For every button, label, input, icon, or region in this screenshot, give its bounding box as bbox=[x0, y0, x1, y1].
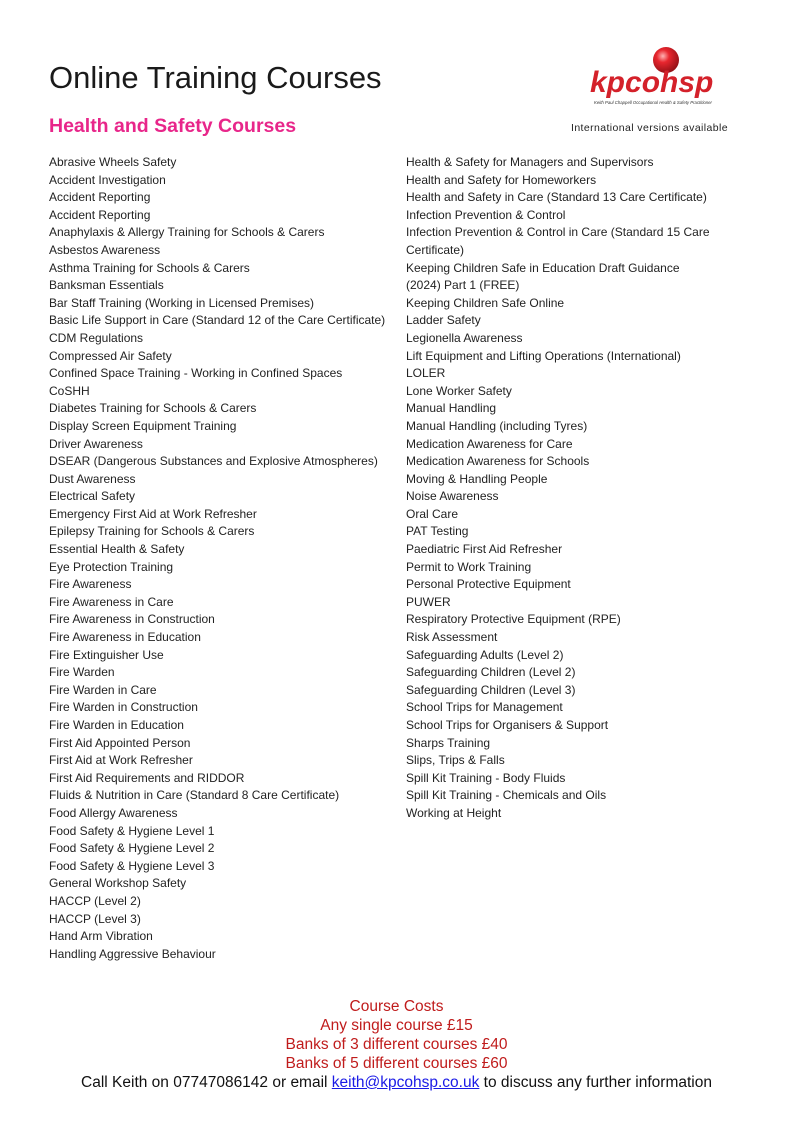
course-item: CoSHH bbox=[49, 383, 90, 398]
course-item: Electrical Safety bbox=[49, 489, 136, 504]
international-note: International versions available bbox=[571, 122, 728, 134]
course-item: Medication Awareness for Schools bbox=[406, 454, 590, 469]
course-item: Accident Reporting bbox=[49, 207, 151, 222]
logo-wordmark: kpcohsp bbox=[590, 66, 714, 99]
course-item: Confined Space Training - Working in Confined Spaces bbox=[49, 366, 343, 381]
course-item: Ladder Safety bbox=[406, 313, 481, 328]
course-item: Oral Care bbox=[406, 506, 459, 521]
course-item: Spill Kit Training - Body Fluids bbox=[406, 770, 566, 785]
course-item: Accident Investigation bbox=[49, 172, 166, 187]
course-item: Asbestos Awareness bbox=[49, 242, 161, 257]
course-item: Health & Safety for Managers and Supervisors bbox=[406, 155, 654, 169]
course-item: Lone Worker Safety bbox=[406, 383, 512, 398]
course-item: Fire Extinguisher Use bbox=[49, 647, 164, 662]
course-item: Infection Prevention & Control in Care (Standard 15 Care Certificate) bbox=[406, 225, 710, 257]
email-link[interactable]: keith@kpcohsp.co.uk bbox=[331, 1074, 480, 1091]
course-item: School Trips for Management bbox=[406, 700, 563, 715]
course-item: Dust Awareness bbox=[49, 471, 136, 486]
course-item: Diabetes Training for Schools & Carers bbox=[49, 401, 257, 416]
course-item: Bar Staff Training (Working in Licensed Premises) bbox=[49, 295, 315, 310]
contact-line bbox=[0, 1073, 793, 1092]
course-item: Lift Equipment and Lifting Operations (International) bbox=[406, 348, 681, 363]
course-item: CDM Regulations bbox=[49, 330, 144, 345]
contact-text-after: to discuss any further information bbox=[479, 1074, 712, 1091]
course-item: PAT Testing bbox=[406, 524, 469, 539]
course-item: PUWER bbox=[406, 594, 451, 609]
course-list-right bbox=[406, 154, 716, 823]
course-item: Fire Warden bbox=[49, 665, 115, 680]
logo-tagline: Keith Paul Chappell Occupational Health & Safety Practitioner bbox=[594, 100, 712, 105]
cost-single: Any single course £15 bbox=[320, 1017, 473, 1034]
cost-bank-5: Banks of 5 different courses £60 bbox=[285, 1055, 508, 1072]
course-item: First Aid at Work Refresher bbox=[49, 753, 193, 768]
costs-heading: Course Costs bbox=[349, 998, 444, 1015]
course-item: Accident Reporting bbox=[49, 190, 151, 205]
course-item: General Workshop Safety bbox=[49, 876, 187, 891]
course-item: Fire Awareness in Education bbox=[49, 630, 201, 645]
course-item: Food Safety & Hygiene Level 2 bbox=[49, 841, 215, 856]
contact-text-before: Call Keith on 07747086142 or email bbox=[81, 1074, 332, 1091]
course-item: Health and Safety in Care (Standard 13 Care Certificate) bbox=[406, 190, 707, 205]
logo-graphic bbox=[586, 44, 726, 112]
course-item: Keeping Children Safe in Education Draft Guidance (2024) Part 1 (FREE) bbox=[406, 260, 680, 293]
course-item: Medication Awareness for Care bbox=[406, 436, 573, 451]
course-item: Risk Assessment bbox=[406, 630, 498, 645]
course-item: Basic Life Support in Care (Standard 12 of the Care Certificate) bbox=[49, 313, 386, 328]
course-item: Compressed Air Safety bbox=[49, 348, 172, 363]
course-item: Fluids & Nutrition in Care (Standard 8 Care Certificate) bbox=[49, 788, 340, 803]
course-item: Abrasive Wheels Safety bbox=[49, 155, 177, 169]
course-item: DSEAR (Dangerous Substances and Explosive Atmospheres) bbox=[49, 454, 378, 469]
course-item: Food Safety & Hygiene Level 1 bbox=[49, 823, 215, 838]
course-item: Eye Protection Training bbox=[49, 559, 174, 574]
course-item: Food Safety & Hygiene Level 3 bbox=[49, 858, 215, 873]
course-item: Spill Kit Training - Chemicals and Oils bbox=[406, 788, 607, 803]
course-item: Essential Health & Safety bbox=[49, 542, 185, 557]
cost-bank-3: Banks of 3 different courses £40 bbox=[285, 1036, 508, 1053]
course-item: Banksman Essentials bbox=[49, 278, 164, 293]
course-item: Sharps Training bbox=[406, 735, 491, 750]
course-item: Permit to Work Training bbox=[406, 559, 532, 574]
section-subtitle: Health and Safety Courses bbox=[49, 115, 297, 137]
course-item: Noise Awareness bbox=[406, 489, 499, 504]
course-item: School Trips for Organisers & Support bbox=[406, 718, 609, 732]
course-item: Keeping Children Safe Online bbox=[406, 295, 565, 310]
course-item: Driver Awareness bbox=[49, 436, 143, 451]
course-item: First Aid Appointed Person bbox=[49, 735, 191, 750]
course-item: Emergency First Aid at Work Refresher bbox=[49, 506, 257, 521]
course-item: Manual Handling (including Tyres) bbox=[406, 418, 588, 433]
course-item: HACCP (Level 2) bbox=[49, 893, 141, 908]
course-item: Paediatric First Aid Refresher bbox=[406, 542, 563, 557]
course-item: Safeguarding Adults (Level 2) bbox=[406, 647, 564, 662]
course-item: Safeguarding Children (Level 3) bbox=[406, 682, 576, 697]
course-item: Asthma Training for Schools & Carers bbox=[49, 260, 250, 275]
course-item: Health and Safety for Homeworkers bbox=[406, 172, 597, 187]
course-item: Legionella Awareness bbox=[406, 330, 523, 345]
course-item: Manual Handling bbox=[406, 401, 497, 416]
course-item: LOLER bbox=[406, 366, 446, 381]
course-item: Fire Warden in Education bbox=[49, 718, 184, 732]
course-item: Hand Arm Vibration bbox=[49, 929, 153, 944]
course-item: Food Allergy Awareness bbox=[49, 805, 178, 820]
course-item: Moving & Handling People bbox=[406, 471, 548, 486]
course-item: Infection Prevention & Control bbox=[406, 207, 566, 222]
course-item: Fire Awareness in Construction bbox=[49, 612, 215, 627]
course-item: Safeguarding Children (Level 2) bbox=[406, 665, 576, 680]
course-item: Personal Protective Equipment bbox=[406, 577, 571, 592]
course-item: First Aid Requirements and RIDDOR bbox=[49, 770, 245, 785]
course-item: Display Screen Equipment Training bbox=[49, 418, 237, 433]
course-item: HACCP (Level 3) bbox=[49, 911, 141, 926]
course-item: Working at Height bbox=[406, 805, 502, 820]
course-item: Fire Warden in Construction bbox=[49, 700, 198, 715]
course-item: Epilepsy Training for Schools & Carers bbox=[49, 524, 255, 539]
course-item: Anaphylaxis & Allergy Training for Schools & Carers bbox=[49, 225, 325, 240]
course-item: Slips, Trips & Falls bbox=[406, 753, 505, 768]
course-item: Fire Warden in Care bbox=[49, 682, 157, 697]
course-list-left bbox=[49, 154, 389, 963]
course-costs bbox=[0, 997, 793, 1073]
page-title: Online Training Courses bbox=[49, 60, 382, 95]
course-item: Fire Awareness in Care bbox=[49, 594, 174, 609]
course-item: Handling Aggressive Behaviour bbox=[49, 946, 216, 961]
course-item: Fire Awareness bbox=[49, 577, 132, 592]
course-item: Respiratory Protective Equipment (RPE) bbox=[406, 612, 621, 627]
kpcohsp-logo bbox=[586, 44, 726, 112]
